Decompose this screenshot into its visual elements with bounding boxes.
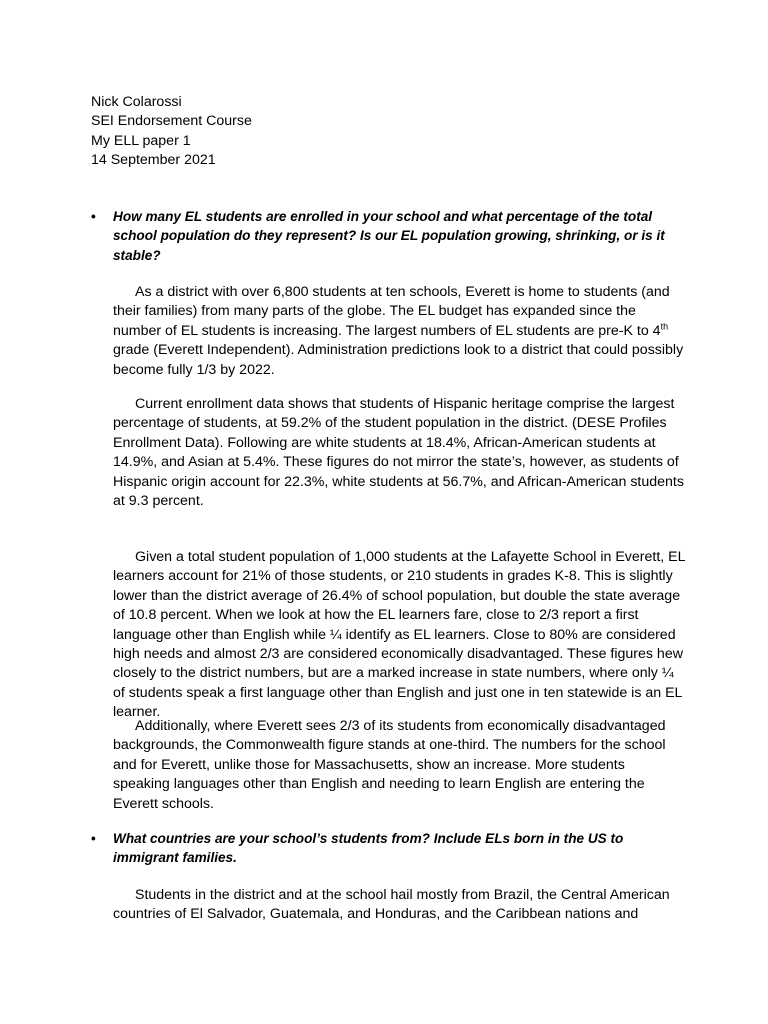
paragraph-3: Given a total student population of 1,000 students at the Lafayette School in Everett, EL learners account for 21% of those students, or 210 students in grades K-8. This is slightly lower than the district average of 26.4% of school population, but double the state average of 10.8 percent. When we look at how the EL learners fare, close to 2/3 report a first language other than English while ¼ identify as EL learners. Close to 80% are considered high needs and almost 2/3 are considered economically disadvantaged. These figures hew closely to the district numbers, but are a marked increase in state numbers, where only ¼ of students speak a first language other than English and just one in ten statewide is an EL learner. [113,549,686,721]
author-name: Nick Colarossi [91,94,182,110]
paragraph-1 [113,283,685,380]
paragraph-2: Current enrollment data shows that students of Hispanic heritage comprise the largest percentage of students, at 59.2% of the student population in the district. (DESE Profiles Enrollment Data). Following are white students at 18.4%, African-American students at 14.9%, and Asian at 5.4%. These figures do not mirror the state’s, however, as students of Hispanic origin account for 22.3%, white students at 56.7%, and African-American students at 9.3 percent. [113,396,684,510]
question-1 [91,207,681,265]
paragraph-text: As a district with over 6,800 students at ten schools, Everett is home to students (and their families) from many parts of the globe. The EL budget has expanded since the number of EL students is increasing. The largest numbers of EL students are pre-K to 4 [113,284,670,339]
superscript: th [660,321,669,332]
paragraph-4: Additionally, where Everett sees 2/3 of its students from economically disadvantaged backgrounds, the Commonwealth figure stands at one-third. The numbers for the school and for Everett, unlike those for Massachusetts, show an increase. More students speaking languages other than English and needing to learn English are entering the Everett schools. [113,718,666,812]
document-date: 14 September 2021 [91,152,216,169]
document-header [91,93,252,171]
paragraph-5: Students in the district and at the school hail mostly from Brazil, the Central American countries of El Salvador, Guatemala, and Honduras, and the Caribbean nations and [113,887,670,923]
bullet-icon: • [91,831,96,846]
course-name: SEI Endorsement Course [91,113,252,130]
paragraph-text: grade (Everett Independent). Administration predictions look to a district that could possibly become fully 1/3 by 2022. [113,342,684,378]
question-text: How many EL students are enrolled in your school and what percentage of the total school population do they represent? Is our EL population growing, shrinking, or is it stable? [113,209,665,263]
assignment-title: My ELL paper 1 [91,132,191,149]
question-text: What countries are your school’s students from? Include ELs born in the US to immigrant families. [113,831,624,866]
question-2 [91,829,681,868]
bullet-icon: • [91,209,96,224]
